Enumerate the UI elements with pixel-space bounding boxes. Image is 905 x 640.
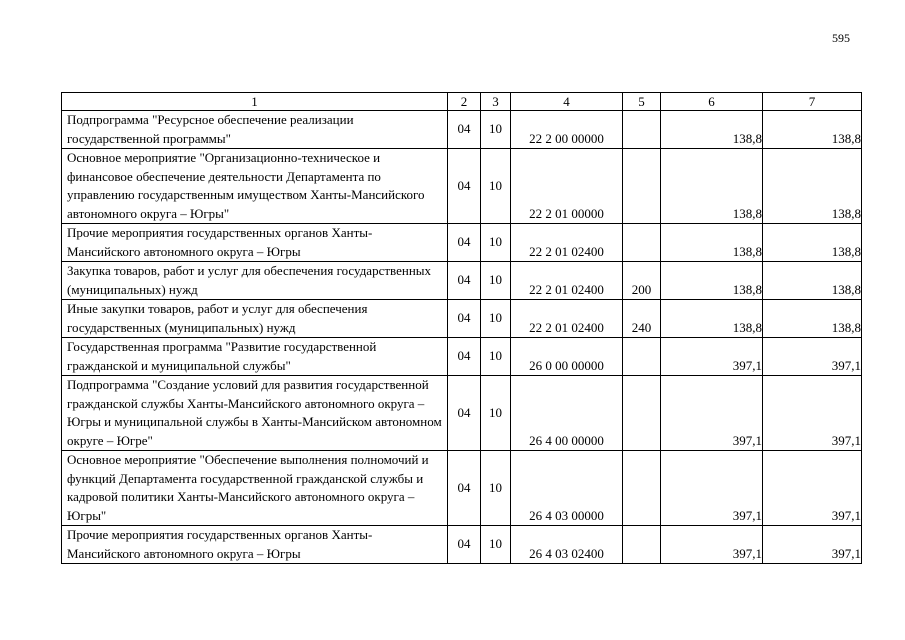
row-subsection: 10: [481, 338, 511, 376]
row-sum-1: 138,8: [661, 224, 763, 262]
table-row: [62, 111, 862, 149]
row-sum-2: 138,8: [763, 149, 862, 224]
header-col-1: 1: [62, 93, 448, 111]
row-name: Основное мероприятие "Организационно-техническое и финансовое обеспечение деятельности Департамента по управлению государственным имуществом Ханты-Мансийского автономного округа – Югры": [62, 149, 448, 224]
row-subsection: 10: [481, 149, 511, 224]
table-row: [62, 451, 862, 526]
row-target-code: 26 4 03 02400: [511, 526, 623, 564]
row-target-code: 22 2 01 02400: [511, 300, 623, 338]
row-expense-type: [623, 111, 661, 149]
row-target-code: 22 2 01 02400: [511, 224, 623, 262]
row-sum-1: 138,8: [661, 300, 763, 338]
row-section: 04: [448, 111, 481, 149]
row-sum-2: 397,1: [763, 451, 862, 526]
row-name: Подпрограмма "Создание условий для развития государственной гражданской службы Ханты-Мансийского автономного округа – Югры и муниципальной службы в Ханты-Мансийском автономном округе – Югре": [62, 376, 448, 451]
row-expense-type: [623, 376, 661, 451]
row-subsection: 10: [481, 526, 511, 564]
table-row: [62, 526, 862, 564]
table-row: [62, 300, 862, 338]
row-sum-2: 397,1: [763, 526, 862, 564]
table-row: [62, 149, 862, 224]
row-subsection: 10: [481, 111, 511, 149]
page-number: 595: [832, 31, 850, 45]
header-col-6: 6: [661, 93, 763, 111]
row-sum-1: 397,1: [661, 338, 763, 376]
table-row: [62, 338, 862, 376]
row-name: Подпрограмма "Ресурсное обеспечение реализации государственной программы": [62, 111, 448, 149]
row-expense-type: [623, 338, 661, 376]
row-name: Прочие мероприятия государственных органов Ханты-Мансийского автономного округа – Югры: [62, 224, 448, 262]
row-sum-2: 397,1: [763, 338, 862, 376]
row-section: 04: [448, 300, 481, 338]
header-col-4: 4: [511, 93, 623, 111]
row-section: 04: [448, 376, 481, 451]
table-row: [62, 262, 862, 300]
row-section: 04: [448, 224, 481, 262]
row-target-code: 26 4 00 00000: [511, 376, 623, 451]
row-expense-type: 240: [623, 300, 661, 338]
row-name: Иные закупки товаров, работ и услуг для обеспечения государственных (муниципальных) нужд: [62, 300, 448, 338]
row-sum-1: 397,1: [661, 376, 763, 451]
row-name: Основное мероприятие "Обеспечение выполнения полномочий и функций Департамента государственной гражданской службы и кадровой политики Ханты-Мансийского автономного округа – Югры": [62, 451, 448, 526]
row-target-code: 26 0 00 00000: [511, 338, 623, 376]
row-subsection: 10: [481, 224, 511, 262]
row-expense-type: 200: [623, 262, 661, 300]
row-section: 04: [448, 451, 481, 526]
row-expense-type: [623, 224, 661, 262]
row-expense-type: [623, 149, 661, 224]
header-col-2: 2: [448, 93, 481, 111]
row-subsection: 10: [481, 300, 511, 338]
row-subsection: 10: [481, 451, 511, 526]
row-sum-2: 397,1: [763, 376, 862, 451]
row-sum-1: 397,1: [661, 451, 763, 526]
header-col-7: 7: [763, 93, 862, 111]
row-target-code: 22 2 01 00000: [511, 149, 623, 224]
row-section: 04: [448, 338, 481, 376]
row-sum-1: 138,8: [661, 262, 763, 300]
row-expense-type: [623, 526, 661, 564]
table-row: [62, 224, 862, 262]
header-row: [62, 93, 862, 111]
row-name: Государственная программа "Развитие государственной гражданской и муниципальной службы": [62, 338, 448, 376]
row-target-code: 26 4 03 00000: [511, 451, 623, 526]
row-target-code: 22 2 01 02400: [511, 262, 623, 300]
row-name: Закупка товаров, работ и услуг для обеспечения государственных (муниципальных) нужд: [62, 262, 448, 300]
header-col-3: 3: [481, 93, 511, 111]
row-subsection: 10: [481, 262, 511, 300]
row-target-code: 22 2 00 00000: [511, 111, 623, 149]
row-section: 04: [448, 262, 481, 300]
table-row: [62, 376, 862, 451]
row-section: 04: [448, 526, 481, 564]
row-sum-1: 138,8: [661, 149, 763, 224]
row-sum-1: 397,1: [661, 526, 763, 564]
row-sum-2: 138,8: [763, 111, 862, 149]
row-section: 04: [448, 149, 481, 224]
row-name: Прочие мероприятия государственных органов Ханты-Мансийского автономного округа – Югры: [62, 526, 448, 564]
row-sum-2: 138,8: [763, 262, 862, 300]
budget-table: [61, 92, 862, 564]
row-sum-1: 138,8: [661, 111, 763, 149]
row-sum-2: 138,8: [763, 300, 862, 338]
row-subsection: 10: [481, 376, 511, 451]
row-expense-type: [623, 451, 661, 526]
header-col-5: 5: [623, 93, 661, 111]
row-sum-2: 138,8: [763, 224, 862, 262]
